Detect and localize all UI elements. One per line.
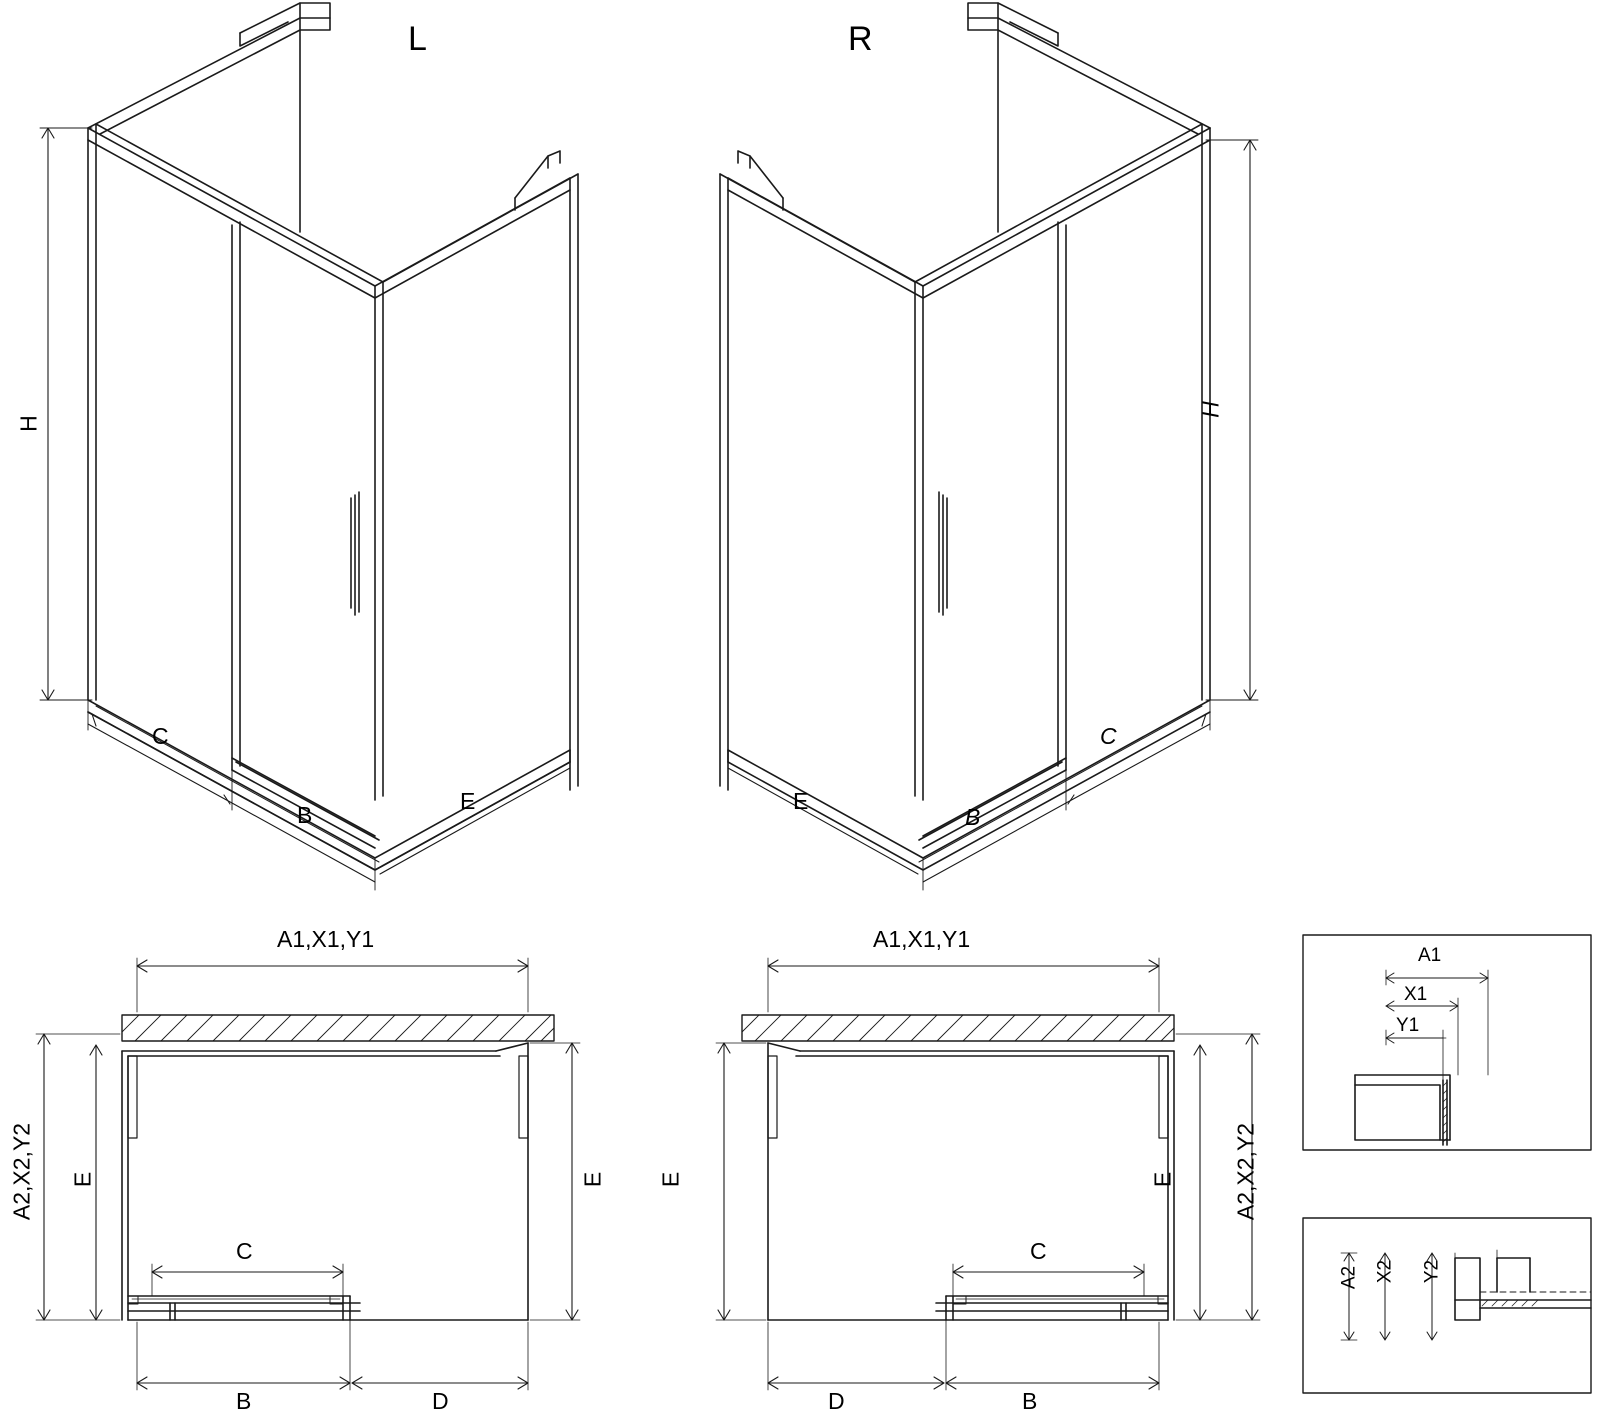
plan-right-B-label: B (1022, 1388, 1038, 1414)
plan-left-right-E-label: E (579, 1171, 606, 1188)
plan-left-B-label: B (236, 1388, 252, 1414)
plan-right-top-dim-label: A1,X1,Y1 (873, 926, 971, 952)
detail-top (1303, 935, 1591, 1150)
detail-bottom-X2-label: X2 (1374, 1259, 1396, 1284)
dim-label-B-left-iso: B (297, 802, 313, 828)
plan-left-inner-E-label: E (69, 1171, 96, 1188)
view-label-right: R (848, 20, 873, 58)
dim-H-left (40, 128, 92, 700)
plan-left-dimensions (36, 958, 580, 1390)
plan-left-top-dim-label: A1,X1,Y1 (277, 926, 375, 952)
plan-left-side-dim-label: A2,X2,Y2 (8, 1122, 35, 1221)
plan-right-C-label: C (1030, 1238, 1047, 1264)
plan-view-right (742, 1015, 1174, 1320)
dim-label-E-left-iso: E (460, 788, 476, 814)
plan-right-D-label: D (828, 1388, 845, 1414)
plan-right-left-E-label: E (657, 1171, 684, 1188)
detail-top-A1-label: A1 (1418, 945, 1442, 966)
detail-bottom-Y2-label: Y2 (1421, 1259, 1443, 1284)
dim-label-H-left: H (15, 415, 42, 432)
plan-right-dimensions (716, 958, 1260, 1390)
detail-top-X1-label: X1 (1404, 984, 1428, 1005)
dim-label-E-right-iso: E (793, 788, 809, 814)
view-label-left: L (408, 20, 427, 58)
dim-label-H-right: H (1197, 401, 1224, 418)
plan-left-C-label: C (236, 1238, 253, 1264)
detail-bottom-A2-label: A2 (1338, 1265, 1360, 1290)
plan-left-D-label: D (432, 1388, 449, 1414)
dim-label-C-right-iso: C (1100, 723, 1117, 749)
plan-right-inner-E-label: E (1149, 1171, 1176, 1188)
plan-view-left (122, 1015, 554, 1320)
dim-label-C-left-iso: C (152, 723, 169, 749)
iso-view-right (720, 3, 1210, 870)
dim-label-B-right-iso: B (965, 804, 981, 830)
detail-bottom (1303, 1218, 1591, 1393)
detail-top-Y1-label: Y1 (1396, 1015, 1420, 1036)
plan-right-side-dim-label: A2,X2,Y2 (1232, 1122, 1259, 1221)
